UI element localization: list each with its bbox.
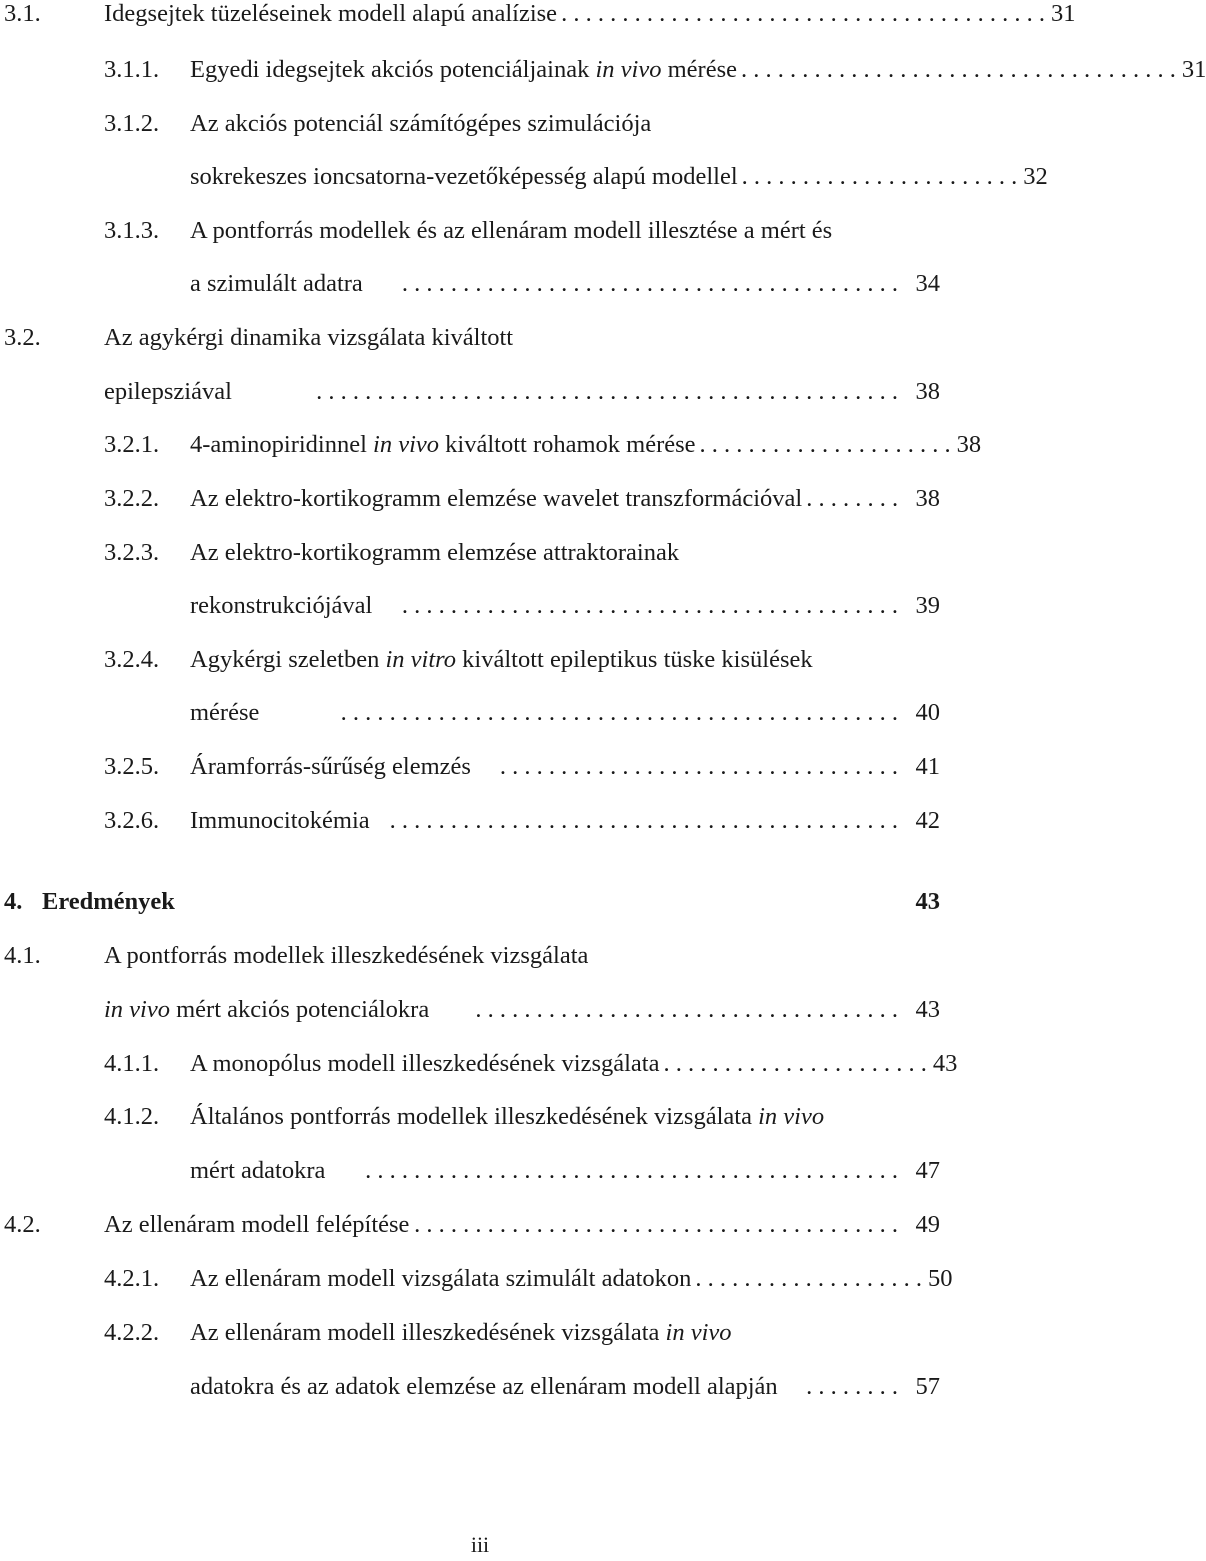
page-ref: 38 <box>915 485 940 512</box>
section-number: 3.1.2. <box>104 110 160 137</box>
section-title: mért adatokra <box>190 1157 326 1184</box>
toc-entry[interactable] <box>0 642 940 678</box>
toc-entry-continuation[interactable] <box>0 159 1048 195</box>
toc-entry-continuation[interactable] <box>0 695 940 731</box>
section-title: mérése <box>190 699 260 726</box>
section-number: 4.1.2. <box>104 1103 160 1130</box>
section-number: 3.1.1. <box>104 56 160 83</box>
section-number: 4.2. <box>4 1211 41 1238</box>
section-title: Idegsejtek tüzeléseinek modell alapú analízise <box>104 0 558 27</box>
toc-entry[interactable] <box>0 1261 953 1297</box>
page-ref: 31 <box>1050 0 1076 27</box>
section-title: 4-aminopiridinnel in vivo kiváltott rohamok mérése <box>190 431 696 458</box>
toc-entry[interactable] <box>0 320 940 356</box>
section-number: 4.2.2. <box>104 1319 160 1346</box>
section-title: A pontforrás modellek és az ellenáram modell illesztése a mért és <box>190 217 833 244</box>
section-number: 4.1.1. <box>104 1050 160 1077</box>
section-number: 3.2.4. <box>104 646 160 673</box>
page-ref: 43 <box>915 888 940 915</box>
section-title: adatokra és az adatok elemzése az ellenáram modell alapján <box>190 1373 778 1400</box>
section-title: Az ellenáram modell illeszkedésének vizsgálata in vivo <box>190 1319 732 1346</box>
dot-leader: . . . . . . . . . . . . . . . . . . . . . . . . . . . . . . . . . . . . . . . . . <box>401 592 898 619</box>
toc-entry-continuation[interactable] <box>0 992 940 1028</box>
toc-entry[interactable] <box>0 535 940 571</box>
chapter-number: 4. <box>4 888 23 915</box>
dot-leader: . . . . . . . . . . . . . . . . . . . . . . . . . . . . . . . . . . . . . . . . . <box>401 270 898 297</box>
page-ref: 40 <box>915 699 940 726</box>
section-number: 4.2.1. <box>104 1265 160 1292</box>
dot-leader: . . . . . . . . . . . . . . . . . . . <box>695 1265 923 1292</box>
toc-chapter-entry[interactable] <box>0 884 940 920</box>
section-title: a szimulált adatra <box>190 270 363 297</box>
section-title: Az elektro-kortikogramm elemzése wavelet transzformációval <box>190 485 803 512</box>
chapter-title: Eredmények <box>42 888 175 915</box>
section-title: A monopólus modell illeszkedésének vizsgálata <box>190 1050 660 1077</box>
section-title: rekonstrukciójával <box>190 592 373 619</box>
dot-leader: . . . . . . . . . . . . . . . . . . . . . . . . . . . . . . . . . . . . . . . . <box>414 1211 898 1238</box>
toc-entry[interactable] <box>0 1207 940 1243</box>
dot-leader: . . . . . . . . . . . . . . . . . . . . . . . . . . . . . . . . . . . . . . . . <box>561 0 1045 27</box>
dot-leader: . . . . . . . . . . . . . . . . . . . . . . . . . . . . . . . . . . . . . . . . . . . . . . . . <box>316 378 898 405</box>
dot-leader: . . . . . . . . . . . . . . . . . . . . . . . . . . . . . . . . . . . . . . . . . . <box>389 807 898 834</box>
toc-entry-continuation[interactable] <box>0 588 940 624</box>
dot-leader: . . . . . . . . . . . . . . . . . . . . . . . . . . . . . . . . . . . . . . . . . . . . . . <box>340 699 898 726</box>
page-ref: 34 <box>915 270 940 297</box>
page-ref: 49 <box>915 1211 940 1238</box>
dot-leader: . . . . . . . . . . . . . . . . . . . . . . . . . . . . . . . . . . . <box>475 996 898 1023</box>
dot-leader: . . . . . . . . <box>806 485 899 512</box>
section-number: 3.1.3. <box>104 217 160 244</box>
page-ref: 57 <box>915 1373 940 1400</box>
page-ref: 47 <box>915 1157 940 1184</box>
page-number: iii <box>470 1532 490 1557</box>
section-title: Az akciós potenciál számítógépes szimulációja <box>190 110 652 137</box>
page-ref: 38 <box>915 378 940 405</box>
dot-leader: . . . . . . . . <box>806 1373 898 1400</box>
section-title: epilepsziával <box>104 378 232 405</box>
dot-leader: . . . . . . . . . . . . . . . . . . . . . . . . . . . . . . . . . <box>499 753 898 780</box>
toc-entry[interactable] <box>0 427 982 463</box>
dot-leader: . . . . . . . . . . . . . . . . . . . . . <box>699 431 951 458</box>
section-title: Az ellenáram modell felépítése <box>104 1211 410 1238</box>
section-number: 3.2.5. <box>104 753 160 780</box>
section-number: 3.2. <box>4 324 41 351</box>
page-ref: 50 <box>928 1265 953 1292</box>
section-title: Az ellenáram modell vizsgálata szimulált adatokon <box>190 1265 692 1292</box>
page-ref: 41 <box>915 753 940 780</box>
toc-entry[interactable] <box>0 749 940 785</box>
dot-leader: . . . . . . . . . . . . . . . . . . . . . . <box>663 1050 927 1077</box>
section-number: 3.2.3. <box>104 539 160 566</box>
section-number: 3.1. <box>4 0 41 27</box>
section-title: Immunocitokémia <box>190 807 370 834</box>
page-ref: 38 <box>956 431 982 458</box>
page-ref: 32 <box>1023 163 1048 190</box>
section-number: 4.1. <box>4 942 41 969</box>
page-ref: 31 <box>1181 56 1206 83</box>
toc-entry-continuation[interactable] <box>0 266 940 302</box>
toc-entry[interactable] <box>0 0 1076 32</box>
toc-entry-continuation[interactable] <box>0 1153 940 1189</box>
toc-entry[interactable] <box>0 938 940 974</box>
toc-entry[interactable] <box>0 1046 958 1082</box>
section-title: Általános pontforrás modellek illeszkedésének vizsgálata in vivo <box>190 1103 825 1130</box>
toc-entry[interactable] <box>0 803 940 839</box>
section-number: 3.2.1. <box>104 431 160 458</box>
toc-entry[interactable] <box>0 106 940 142</box>
toc-entry-continuation[interactable] <box>0 1369 940 1405</box>
page-ref: 43 <box>932 1050 958 1077</box>
dot-leader: . . . . . . . . . . . . . . . . . . . . . . . . . . . . . . . . . . . . . . . . . . . . <box>365 1157 898 1184</box>
dot-leader: . . . . . . . . . . . . . . . . . . . . . . . . . . . . . . . . . . . . <box>740 56 1176 83</box>
toc-entry[interactable] <box>0 52 1206 88</box>
dot-leader: . . . . . . . . . . . . . . . . . . . . . . . <box>741 163 1018 190</box>
section-title: Az elektro-kortikogramm elemzése attraktorainak <box>190 539 680 566</box>
section-number: 3.2.6. <box>104 807 160 834</box>
section-number: 3.2.2. <box>104 485 160 512</box>
page-ref: 43 <box>915 996 940 1023</box>
section-title: sokrekeszes ioncsatorna-vezetőképesség alapú modellel <box>190 163 738 190</box>
page-ref: 42 <box>915 807 940 834</box>
section-title: Az agykérgi dinamika vizsgálata kiváltott <box>104 324 514 351</box>
toc-entry[interactable] <box>0 213 940 249</box>
section-title: A pontforrás modellek illeszkedésének vizsgálata <box>104 942 589 969</box>
section-title: Agykérgi szeletben in vitro kiváltott epileptikus tüske kisülések <box>190 646 813 673</box>
toc-entry[interactable] <box>0 1099 940 1135</box>
toc-entry[interactable] <box>0 481 940 517</box>
toc-entry-continuation[interactable] <box>0 374 940 410</box>
section-title: Egyedi idegsejtek akciós potenciáljainak in vivo mérése <box>190 56 737 83</box>
section-title: Áramforrás-sűrűség elemzés <box>190 753 471 780</box>
page-ref: 39 <box>915 592 940 619</box>
toc-entry[interactable] <box>0 1315 940 1351</box>
section-title: in vivo mért akciós potenciálokra <box>104 996 430 1023</box>
